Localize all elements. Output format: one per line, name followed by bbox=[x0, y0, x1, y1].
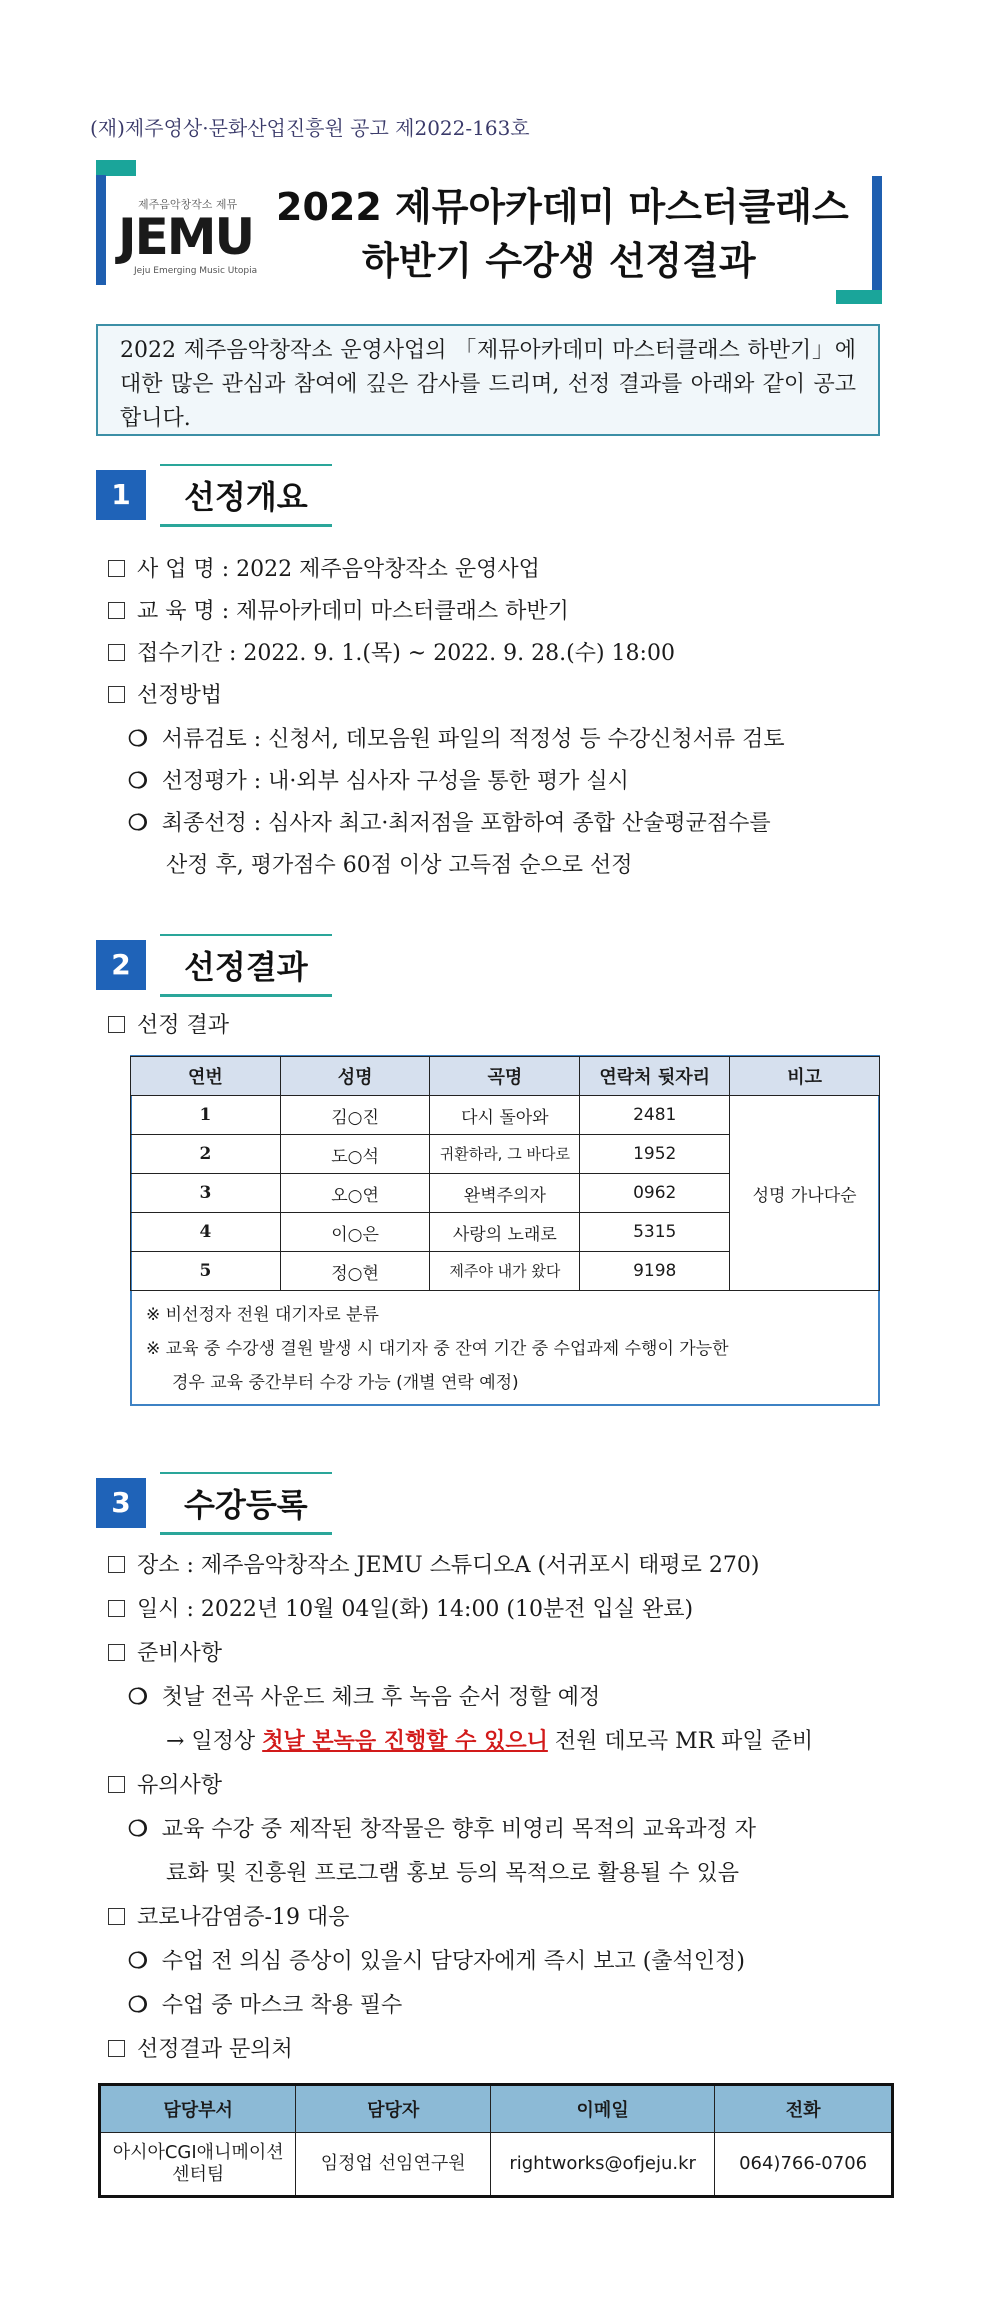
section3-number: 3 bbox=[96, 1478, 146, 1528]
section1-item-period: 접수기간 : 2022. 9. 1.(목) ~ 2022. 9. 28.(수) 18:00 bbox=[108, 636, 675, 667]
circle-bullet-icon: ❍ bbox=[128, 810, 148, 836]
cell-remark: 성명 가나다순 bbox=[730, 1096, 880, 1291]
title-accent-blue-right bbox=[872, 176, 882, 290]
method-final-selection: ❍ 최종선정 : 심사자 최고·최저점을 포함하여 종합 산술평균점수를 bbox=[128, 810, 771, 836]
cell-no: 1 bbox=[131, 1096, 281, 1135]
cell-song: 제주야 내가 왔다 bbox=[430, 1252, 580, 1291]
cell-name: 도○석 bbox=[280, 1135, 430, 1174]
contact-table bbox=[98, 2083, 894, 2198]
cell-phone: 5315 bbox=[580, 1213, 730, 1252]
section1-item-course: 교 육 명 : 제뮤아카데미 마스터클래스 하반기 bbox=[108, 594, 569, 625]
page-title-line2: 하반기 수강생 선정결과 bbox=[362, 239, 756, 283]
circle-bullet-icon: ❍ bbox=[128, 1684, 148, 1710]
col-header-name: 성명 bbox=[280, 1057, 430, 1096]
table-row bbox=[131, 1096, 880, 1135]
checkbox-icon bbox=[108, 644, 125, 661]
cell-name: 정○현 bbox=[280, 1252, 430, 1291]
table-note-1: ※ 비선정자 전원 대기자로 분류 bbox=[146, 1305, 379, 1325]
checkbox-icon bbox=[108, 2040, 125, 2057]
section1-title: 선정개요 bbox=[160, 472, 332, 527]
emphasis-recording: 첫날 본녹음 진행할 수 있으니 bbox=[262, 1728, 548, 1754]
section1-item-method: 선정방법 bbox=[108, 678, 222, 709]
section2-number: 2 bbox=[96, 940, 146, 990]
method-evaluation: ❍ 선정평가 : 내·외부 심사자 구성을 통한 평가 실시 bbox=[128, 768, 629, 794]
cell-song: 사랑의 노래로 bbox=[430, 1213, 580, 1252]
prep-soundcheck: ❍ 첫날 전곡 사운드 체크 후 녹음 순서 정할 예정 bbox=[128, 1684, 601, 1710]
registration-prep: 준비사항 bbox=[108, 1636, 222, 1667]
registration-caution: 유의사항 bbox=[108, 1768, 222, 1799]
checkbox-icon bbox=[108, 1908, 125, 1925]
section3-title: 수강등록 bbox=[160, 1480, 332, 1535]
contact-header-row bbox=[100, 2085, 893, 2133]
section1-item-project: 사 업 명 : 2022 제주음악창작소 운영사업 bbox=[108, 552, 540, 583]
cell-name: 이○은 bbox=[280, 1213, 430, 1252]
title-accent-teal-left bbox=[96, 160, 136, 176]
cell-song: 완벽주의자 bbox=[430, 1174, 580, 1213]
results-table bbox=[130, 1056, 880, 1291]
circle-bullet-icon: ❍ bbox=[128, 1948, 148, 1974]
cell-phone: 1952 bbox=[580, 1135, 730, 1174]
cell-no: 5 bbox=[131, 1252, 281, 1291]
cell-phone: 0962 bbox=[580, 1174, 730, 1213]
caution-usage-cont: 료화 및 진흥원 프로그램 홍보 등의 목적으로 활용될 수 있음 bbox=[166, 1861, 739, 1886]
table-note-2: ※ 교육 중 수강생 결원 발생 시 대기자 중 잔여 기간 중 수업과제 수행이 가능한 bbox=[146, 1339, 729, 1359]
col-header-phone: 전화 bbox=[715, 2085, 893, 2133]
circle-bullet-icon: ❍ bbox=[128, 768, 148, 794]
title-accent-blue-left bbox=[96, 175, 106, 285]
cell-name: 김○진 bbox=[280, 1096, 430, 1135]
circle-bullet-icon: ❍ bbox=[128, 1992, 148, 2018]
cell-no: 4 bbox=[131, 1213, 281, 1252]
checkbox-icon bbox=[108, 560, 125, 577]
logo-caption: 제주음악창작소 제뮤 bbox=[138, 198, 238, 211]
cell-phone: 064)766-0706 bbox=[715, 2133, 893, 2197]
checkbox-icon bbox=[108, 1016, 125, 1033]
col-header-person: 담당자 bbox=[296, 2085, 491, 2133]
registration-contact: 선정결과 문의처 bbox=[108, 2032, 293, 2063]
cell-song: 귀환하라, 그 바다로 bbox=[430, 1135, 580, 1174]
cell-person: 임정업 선임연구원 bbox=[296, 2133, 491, 2197]
checkbox-icon bbox=[108, 1600, 125, 1617]
caution-usage: ❍ 교육 수강 중 제작된 창작물은 향후 비영리 목적의 교육과정 자 bbox=[128, 1816, 756, 1842]
cell-phone: 9198 bbox=[580, 1252, 730, 1291]
circle-bullet-icon: ❍ bbox=[128, 726, 148, 752]
col-header-no: 연번 bbox=[131, 1057, 281, 1096]
table-row bbox=[100, 2133, 893, 2197]
method-document-review: ❍ 서류검토 : 신청서, 데모음원 파일의 적정성 등 수강신청서류 검토 bbox=[128, 726, 785, 752]
notice-number: (재)제주영상·문화산업진흥원 공고 제2022-163호 bbox=[90, 116, 530, 140]
checkbox-icon bbox=[108, 1556, 125, 1573]
logo-mark: JEMU bbox=[118, 208, 254, 266]
col-header-email: 이메일 bbox=[491, 2085, 715, 2133]
prep-mr-file: → 일정상 첫날 본녹음 진행할 수 있으니 전원 데모곡 MR 파일 준비 bbox=[166, 1728, 814, 1754]
jemu-logo bbox=[116, 196, 261, 282]
checkbox-icon bbox=[108, 602, 125, 619]
checkbox-icon bbox=[108, 1776, 125, 1793]
cell-song: 다시 돌아와 bbox=[430, 1096, 580, 1135]
col-header-dept: 담당부서 bbox=[100, 2085, 296, 2133]
checkbox-icon bbox=[108, 1644, 125, 1661]
section2-item-result: 선정 결과 bbox=[108, 1008, 229, 1039]
cell-dept: 아시아CGI애니메이션센터팀 bbox=[100, 2133, 296, 2197]
method-final-selection-cont: 산정 후, 평가점수 60점 이상 고득점 순으로 선정 bbox=[166, 853, 633, 878]
logo-subtitle: Jeju Emerging Music Utopia bbox=[134, 266, 258, 276]
col-header-song: 곡명 bbox=[430, 1057, 580, 1096]
cell-name: 오○연 bbox=[280, 1174, 430, 1213]
checkbox-icon bbox=[108, 686, 125, 703]
covid-mask: ❍ 수업 중 마스크 착용 필수 bbox=[128, 1992, 403, 2018]
registration-place: 장소 : 제주음악창작소 JEMU 스튜디오A (서귀포시 태평로 270) bbox=[108, 1548, 759, 1579]
registration-covid: 코로나감염증-19 대응 bbox=[108, 1900, 349, 1931]
col-header-remark: 비고 bbox=[730, 1057, 880, 1096]
covid-report: ❍ 수업 전 의심 증상이 있을시 담당자에게 즉시 보고 (출석인정) bbox=[128, 1948, 745, 1974]
table-header-row bbox=[131, 1057, 880, 1096]
section1-number: 1 bbox=[96, 470, 146, 520]
intro-box: 2022 제주음악창작소 운영사업의 「제뮤아카데미 마스터클래스 하반기」에 대한 많은 관심과 참여에 깊은 감사를 드리며, 선정 결과를 아래와 같이 공고합니다. bbox=[96, 324, 880, 436]
title-accent-teal-right bbox=[836, 290, 882, 304]
cell-email[interactable]: rightworks@ofjeju.kr bbox=[491, 2133, 715, 2197]
section2-title: 선정결과 bbox=[160, 942, 332, 997]
cell-phone: 2481 bbox=[580, 1096, 730, 1135]
col-header-phone: 연락처 뒷자리 bbox=[580, 1057, 730, 1096]
circle-bullet-icon: ❍ bbox=[128, 1816, 148, 1842]
page-title-line1: 2022 제뮤아카데미 마스터클래스 bbox=[276, 185, 849, 229]
cell-no: 2 bbox=[131, 1135, 281, 1174]
registration-date: 일시 : 2022년 10월 04일(화) 14:00 (10분전 입실 완료) bbox=[108, 1592, 693, 1623]
table-note-3: 경우 교육 중간부터 수강 가능 (개별 연락 예정) bbox=[172, 1373, 519, 1393]
cell-no: 3 bbox=[131, 1174, 281, 1213]
